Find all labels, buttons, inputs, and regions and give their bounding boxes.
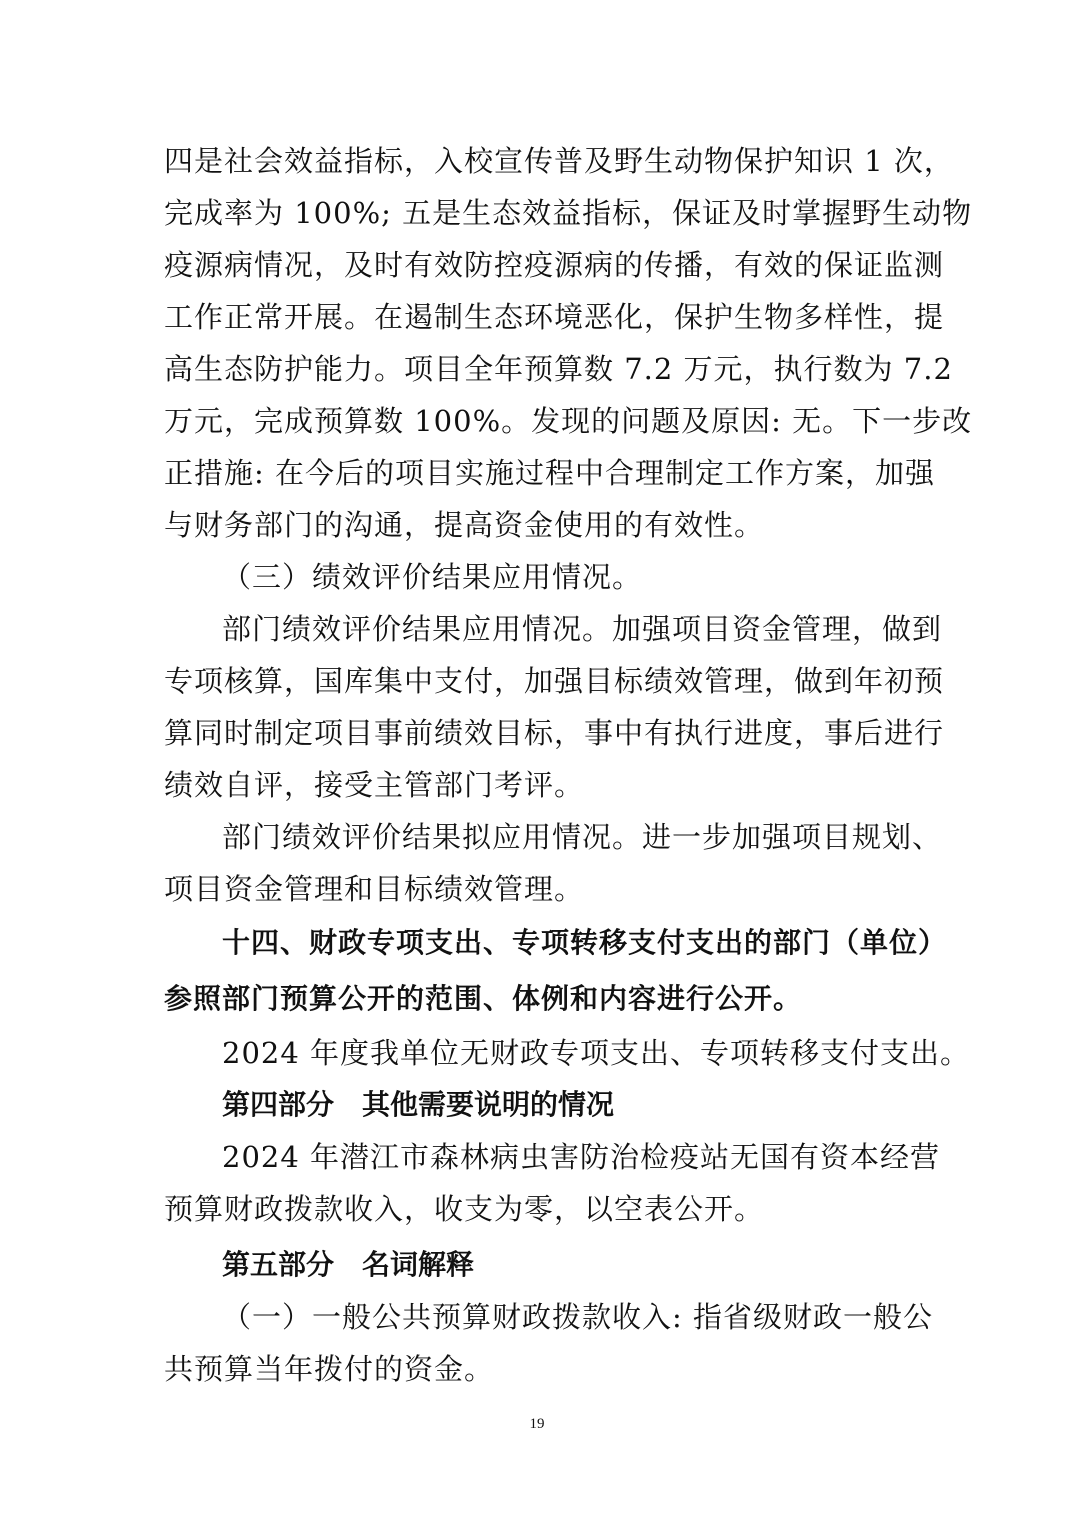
part-five-heading <box>164 1239 914 1291</box>
text-line: 高生态防护能力。项目全年预算数 7.2 万元，执行数为 7.2 <box>164 352 953 386</box>
text-line: 专项核算，国库集中支付，加强目标绩效管理，做到年初预 <box>164 664 945 698</box>
text-line: 项目资金管理和目标绩效管理。 <box>164 872 585 906</box>
text-line: 第五部分 名词解释 <box>222 1248 475 1281</box>
text-line: 2024 年潜江市森林病虫害防治检疫站无国有资本经营 <box>222 1140 941 1174</box>
paragraph-no-special-expenditure <box>164 1027 971 1079</box>
text-line: 正措施: 在今后的项目实施过程中合理制定工作方案，加强 <box>164 456 935 490</box>
text-line: 预算财政拨款收入，收支为零，以空表公开。 <box>164 1192 765 1226</box>
text-line: 参照部门预算公开的范围、体例和内容进行公开。 <box>164 982 803 1015</box>
text-line: （一）一般公共预算财政拨款收入: 指省级财政一般公 <box>222 1300 933 1334</box>
paragraph-results-application <box>164 603 945 811</box>
text-line: 部门绩效评价结果应用情况。加强项目资金管理，做到 <box>222 612 943 646</box>
text-line: 万元，完成预算数 100%。发现的问题及原因: 无。下一步改 <box>164 404 973 438</box>
text-line: 共预算当年拨付的资金。 <box>164 1352 495 1386</box>
section-heading-fourteen <box>164 915 948 1027</box>
text-line: 与财务部门的沟通，提高资金使用的有效性。 <box>164 508 765 542</box>
page-number: 19 <box>529 1416 545 1432</box>
text-line: 算同时制定项目事前绩效目标，事中有执行进度，事后进行 <box>164 716 945 750</box>
subheading-evaluation-results <box>164 551 914 603</box>
text-line: 四是社会效益指标，入校宣传普及野生动物保护知识 1 次， <box>164 144 954 178</box>
text-line: 部门绩效评价结果拟应用情况。进一步加强项目规划、 <box>222 820 943 854</box>
text-line: （三）绩效评价结果应用情况。 <box>222 560 643 594</box>
paragraph-term-definition <box>164 1291 933 1395</box>
text-line: 工作正常开展。在遏制生态环境恶化，保护生物多样性，提 <box>164 300 945 334</box>
text-line: 完成率为 100%; 五是生态效益指标，保证及时掌握野生动物 <box>164 196 973 230</box>
paragraph-social-ecological-indicators <box>164 135 973 551</box>
paragraph-planned-application <box>164 811 943 915</box>
part-four-heading <box>164 1079 914 1131</box>
text-line: 第四部分 其他需要说明的情况 <box>222 1088 615 1121</box>
text-line: 绩效自评，接受主管部门考评。 <box>164 768 585 802</box>
paragraph-state-capital <box>164 1131 941 1235</box>
document-body <box>164 135 973 1395</box>
text-line: 疫源病情况，及时有效防控疫源病的传播，有效的保证监测 <box>164 248 945 282</box>
text-line: 2024 年度我单位无财政专项支出、专项转移支付支出。 <box>222 1036 971 1070</box>
text-line: 十四、财政专项支出、专项转移支付支出的部门（单位） <box>222 926 948 959</box>
